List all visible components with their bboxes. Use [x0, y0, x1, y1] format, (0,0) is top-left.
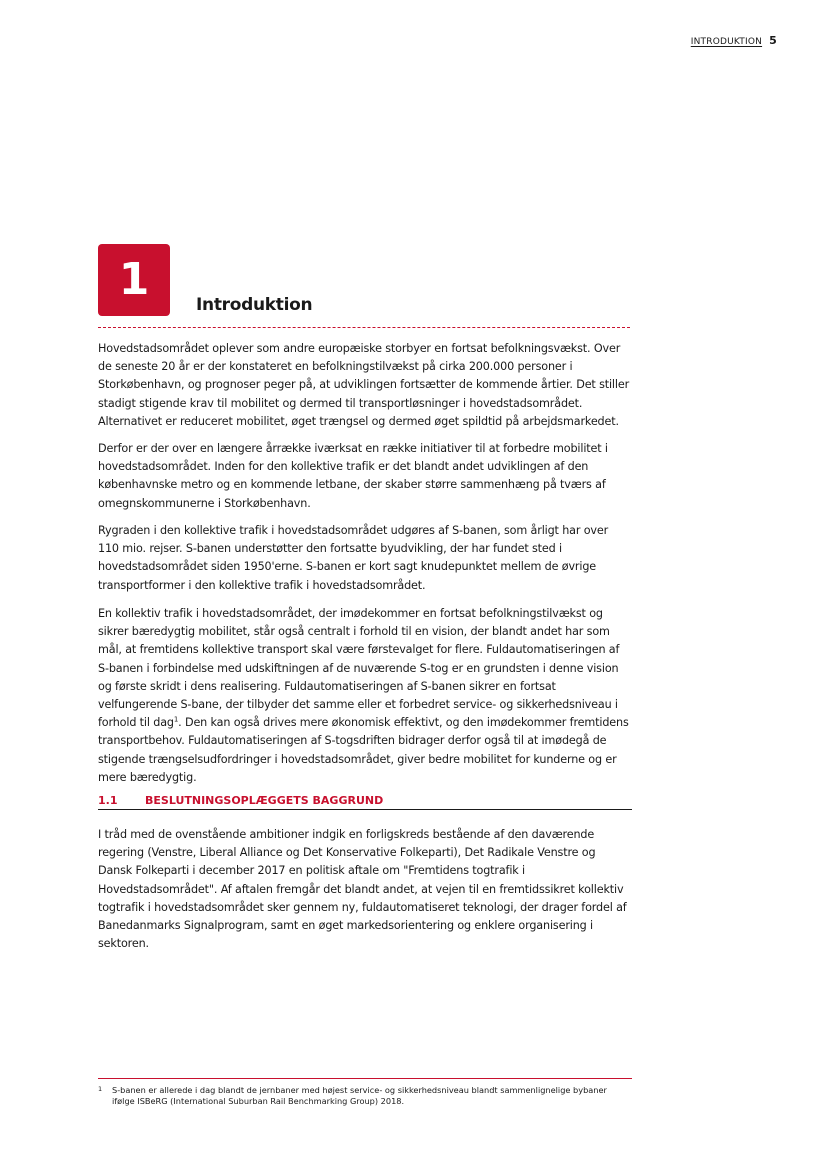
chapter-number-badge [98, 244, 170, 316]
chapter-number: 1 [118, 254, 150, 305]
running-header-title: INTRODUKTION [690, 37, 763, 47]
section-title: BESLUTNINGSOPLÆGGETS BAGGRUND [145, 794, 384, 807]
footnote [98, 1085, 632, 1107]
footnote-reference[interactable]: 1 [173, 715, 179, 724]
footnote-text: S-banen er allerede i dag blandt de jernbaner med højest service- og sikkerhedsniveau blandt sammenlignelige bybaner ifølge ISBeRG (International Suburban Rail Benchmarking Group) 2018. [112, 1085, 607, 1106]
chapter-divider [98, 327, 630, 328]
section-heading [98, 794, 632, 810]
footnote-mark: 1 [98, 1085, 103, 1093]
paragraph-4 [98, 605, 632, 787]
paragraph-4-text-b: . Den kan også drives mere økonomisk effektivt, og den imødekommer fremtidens transportbehov. Fuldautomatiseringen af S-togsdriften bidrager derfor også til at imødegå de stigende trængselsudfordringer i hovedstadsområdet, giver bedre mobilitet for kunderne og er mere bæredygtig. [98, 716, 629, 784]
section-number: 1.1 [98, 794, 118, 807]
paragraph-3: Rygraden i den kollektive trafik i hovedstadsområdet udgøres af S-banen, som årligt har over 110 mio. rejser. S-banen understøtter den fortsatte byudvikling, der har fundet sted i hovedstadsområdet siden 1950'erne. S-banen er kort sagt knudepunktet mellem de øvrige transportformer i den kollektive trafik i hovedstadsområdet. [98, 524, 609, 592]
footnote-divider [98, 1078, 632, 1079]
paragraph-1: Hovedstadsområdet oplever som andre europæiske storbyer en fortsat befolkningsvækst. Over de seneste 20 år er der konstateret en befolkningstilvækst på cirka 200.000 personer i Storkøbenhavn, og prognoser peger på, at udviklingen fortsætter de kommende årtier. Det stiller stadigt stigende krav til mobilitet og dermed til transportløsninger i hovedstadsområdet. Alternativet er reduceret mobilitet, øget trængsel og dermed øget spildtid på arbejdsmarkedet. [98, 342, 630, 428]
page-number: 5 [769, 34, 777, 47]
chapter-title: Introduktion [196, 295, 313, 315]
running-header [691, 34, 777, 47]
paragraph-2: Derfor er der over en længere årrække iværksat en række initiativer til at forbedre mobilitet i hovedstadsområdet. Inden for den kollektive trafik er det blandt andet udviklingen af den københavnske metro og en kommende letbane, der skaber større sammenhæng på tværs af omegnskommunerne i Storkøbenhavn. [98, 442, 608, 510]
paragraph-4-text-a: En kollektiv trafik i hovedstadsområdet, der imødekommer en fortsat befolkningstilvækst og sikrer bæredygtig mobilitet, står også centralt i forhold til en vision, der blandt andet har som mål, at fremtidens kollektive transport skal være førstevalget for flere. Fuldautomatiseringen af S-banen i forbindelse med udskiftningen af de nuværende S-tog er en grundsten i denne vision og første skridt i dens realisering. Fuldautomatiseringen af S-banen sikrer en fortsat velfungerende S-bane, der tilbyder det samme eller et forbedret service- og sikkerhedsniveau i forhold til dag [98, 607, 620, 730]
paragraph-5: I tråd med de ovenstående ambitioner indgik en forligskreds bestående af den daværende regering (Venstre, Liberal Alliance og Det Konservative Folkeparti), Det Radikale Venstre og Dansk Folkeparti i december 2017 en politisk aftale om "Fremtidens togtrafik i Hovedstadsområdet". Af aftalen fremgår det blandt andet, at vejen til en fremtidssikret kollektiv togtrafik i hovedstadsområdet sker gennem ny, fuldautomatiseret teknologi, der drager fordel af Banedanmarks Signalprogram, samt en øget markedsorientering og enklere organisering i sektoren. [98, 828, 627, 951]
